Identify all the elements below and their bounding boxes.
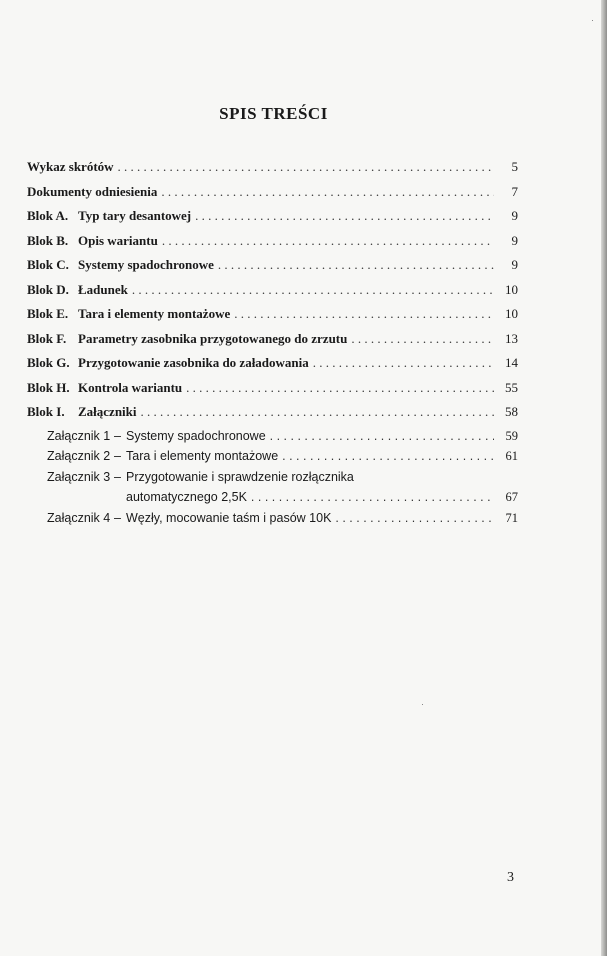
leader-dots — [234, 306, 494, 322]
attachment-dash: – — [114, 428, 121, 443]
table-of-contents — [27, 159, 518, 531]
toc-entry-page: 14 — [505, 355, 518, 370]
attachment-name: Załącznik 2 — [47, 449, 111, 463]
leader-dots — [270, 429, 494, 443]
toc-entry-label: Wykaz skrótów — [27, 159, 114, 174]
toc-entry-page: 5 — [511, 159, 518, 174]
toc-entry-page: 58 — [505, 404, 518, 419]
toc-entry-label: Dokumenty odniesienia — [27, 183, 158, 199]
attachment-dash: – — [114, 469, 121, 484]
attachment-dash: – — [114, 510, 121, 525]
attachment-page: 59 — [505, 428, 518, 443]
leader-dots — [195, 208, 494, 224]
toc-entry-blok: Blok D. — [27, 281, 69, 297]
page-edge-shadow — [601, 0, 607, 956]
toc-entry-blok: Blok E. — [27, 306, 69, 321]
attachment-label: Węzły, mocowanie taśm i pasów 10K — [126, 510, 332, 525]
toc-entry-page: 10 — [505, 281, 518, 297]
leader-dots — [132, 282, 494, 298]
toc-entry-wykaz-skrotow[interactable] — [27, 159, 518, 184]
toc-entry-dokumenty-odniesienia[interactable] — [27, 184, 518, 209]
page-title: SPIS TREŚCI — [219, 104, 328, 123]
toc-entry-blok: Blok C. — [27, 257, 69, 272]
toc-entry-page: 13 — [505, 330, 518, 346]
toc-entry-blok-i[interactable] — [27, 404, 518, 429]
toc-entry-label: Ładunek — [78, 281, 128, 297]
toc-entry-blok-e[interactable] — [27, 306, 518, 331]
toc-entry-label: Załączniki — [78, 404, 137, 419]
leader-dots — [162, 233, 494, 249]
toc-entry-blok-f[interactable] — [27, 331, 518, 356]
toc-attachment-3[interactable] — [27, 470, 518, 511]
attachment-page: 67 — [505, 490, 518, 504]
leader-dots — [313, 355, 494, 371]
page-number: 3 — [507, 870, 514, 885]
toc-entry-label: Opis wariantu — [78, 232, 158, 248]
toc-entry-blok-g[interactable] — [27, 355, 518, 380]
toc-entry-blok: Blok G. — [27, 355, 70, 370]
toc-attachment-4[interactable] — [27, 511, 518, 532]
leader-dots — [161, 184, 494, 200]
toc-entry-blok-a[interactable] — [27, 208, 518, 233]
toc-entry-blok-d[interactable] — [27, 282, 518, 307]
toc-attachment-1[interactable] — [27, 429, 518, 450]
leader-dots — [141, 404, 494, 420]
leader-dots — [218, 257, 494, 273]
toc-entry-page: 55 — [505, 379, 518, 395]
toc-entry-page: 10 — [505, 306, 518, 321]
attachment-label: Systemy spadochronowe — [126, 428, 266, 443]
leader-dots — [251, 490, 494, 504]
attachment-name: Załącznik 4 — [47, 510, 111, 525]
toc-entry-blok: Blok B. — [27, 232, 69, 248]
attachment-page: 61 — [505, 449, 518, 463]
attachment-name: Załącznik 1 — [47, 428, 111, 443]
leader-dots — [351, 331, 494, 347]
toc-entry-blok-c[interactable] — [27, 257, 518, 282]
toc-entry-blok: Blok A. — [27, 208, 69, 223]
scan-speck — [592, 20, 593, 21]
attachment-name: Załącznik 3 — [47, 469, 111, 484]
toc-entry-blok: Blok I. — [27, 404, 65, 419]
attachment-page: 71 — [505, 510, 518, 525]
leader-dots — [335, 511, 494, 525]
attachment-label: Tara i elementy montażowe — [126, 449, 279, 463]
attachment-label: Przygotowanie i sprawdzenie rozłącznika — [126, 469, 354, 484]
toc-entry-label: Typ tary desantowej — [78, 208, 192, 223]
attachment-label-continued: automatycznego 2,5K — [126, 490, 247, 504]
toc-entry-label: Systemy spadochronowe — [78, 257, 214, 272]
toc-entry-label: Tara i elementy montażowe — [78, 306, 231, 321]
toc-entry-page: 9 — [511, 257, 518, 272]
toc-entry-label: Kontrola wariantu — [78, 379, 183, 395]
toc-entry-label: Przygotowanie zasobnika do załadowania — [78, 355, 309, 370]
leader-dots — [282, 449, 494, 463]
leader-dots — [118, 159, 494, 175]
toc-entry-page: 9 — [511, 232, 518, 248]
toc-entry-blok-b[interactable] — [27, 233, 518, 258]
toc-entry-blok: Blok H. — [27, 379, 70, 395]
toc-entry-page: 7 — [511, 183, 518, 199]
toc-entry-label: Parametry zasobnika przygotowanego do zrzutu — [78, 330, 348, 346]
toc-attachment-2[interactable] — [27, 449, 518, 470]
leader-dots — [186, 380, 494, 396]
toc-entry-blok-h[interactable] — [27, 380, 518, 405]
attachment-dash: – — [114, 449, 121, 463]
toc-entry-blok: Blok F. — [27, 330, 67, 346]
toc-entry-page: 9 — [511, 208, 518, 223]
scan-speck — [422, 704, 423, 705]
